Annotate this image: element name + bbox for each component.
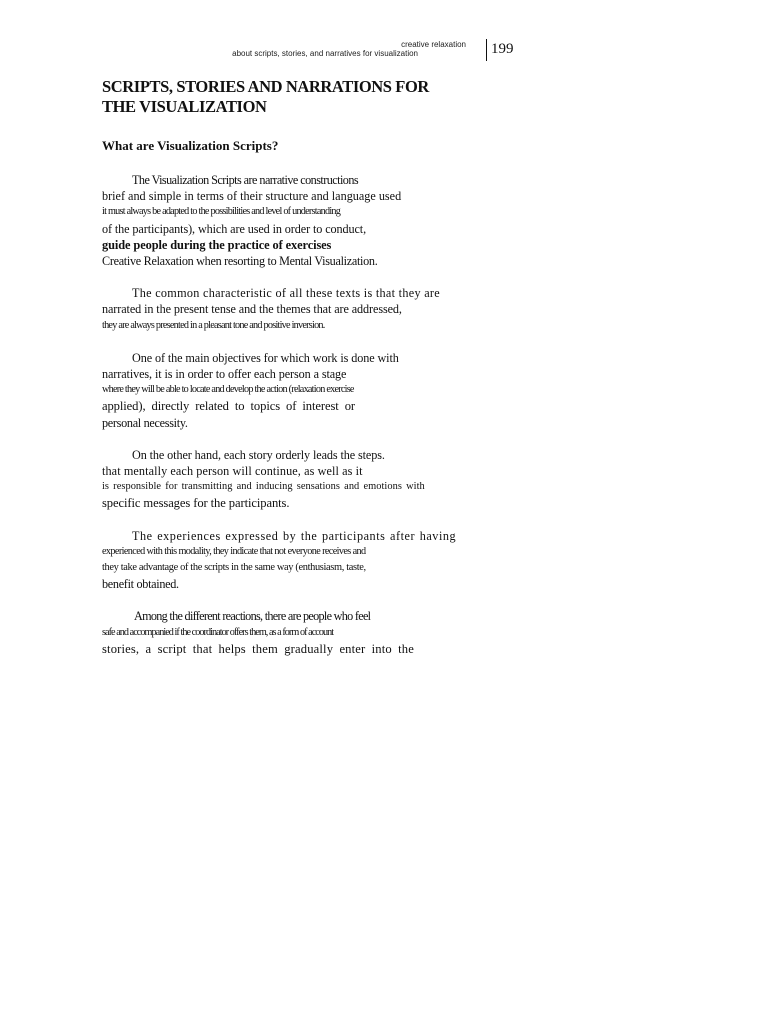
chapter-title-line-1: SCRIPTS, STORIES AND NARRATIONS FOR	[102, 77, 429, 96]
text-line: where they will be able to locate and develop the action (relaxation exercise	[102, 384, 354, 396]
text-line: of the participants), which are used in order to conduct,	[102, 221, 367, 236]
text-line: The experiences expressed by the participants after having	[132, 528, 457, 543]
text-line: they are always presented in a pleasant tone and positive inversion.	[102, 319, 325, 331]
text-line: safe and accompanied if the coordinator offers them, as a form of account	[102, 626, 334, 638]
text-line: On the other hand, each story orderly leads the steps.	[132, 447, 385, 462]
chapter-title-line-2: THE VISUALIZATION	[102, 97, 267, 116]
text-line: experienced with this modality, they indicate that not everyone receives and	[102, 545, 366, 557]
text-line: that mentally each person will continue, as well as it	[102, 464, 363, 479]
text-line: applied), directly related to topics of interest or	[102, 399, 355, 414]
text-line: One of the main objectives for which work is done with	[132, 350, 399, 365]
text-line: stories, a script that helps them gradually enter into the	[102, 641, 414, 656]
body-text	[102, 172, 488, 673]
text-line: personal necessity.	[102, 415, 188, 430]
text-line: brief and simple in terms of their structure and language used	[102, 189, 402, 204]
paragraph-4	[102, 447, 488, 512]
text-line: narratives, it is in order to offer each person a stage	[102, 367, 347, 382]
paragraph-2	[102, 285, 488, 334]
paragraph-5	[102, 528, 488, 593]
page-number: 199	[491, 41, 514, 57]
text-line: it must always be adapted to the possibilities and level of understanding	[102, 206, 341, 218]
paragraph-6	[102, 608, 488, 657]
text-line: The common characteristic of all these texts is that they are	[132, 286, 440, 301]
chapter-title	[102, 77, 482, 117]
section-heading: What are Visualization Scripts?	[102, 138, 279, 153]
text-line: they take advantage of the scripts in the same way (enthusiasm, taste,	[102, 562, 366, 574]
text-line: The Visualization Scripts are narrative constructions	[132, 173, 359, 187]
header-divider	[486, 39, 487, 61]
text-line: guide people during the practice of exercises	[102, 237, 332, 252]
running-head-line-2: about scripts, stories, and narratives for visualization	[232, 49, 418, 58]
text-line: benefit obtained.	[102, 577, 179, 592]
text-line: specific messages for the participants.	[102, 496, 290, 511]
text-line: is responsible for transmitting and inducing sensations and emotions with	[102, 481, 425, 493]
running-head	[200, 40, 466, 58]
running-head-line-1: creative relaxation	[401, 40, 466, 49]
text-line: Among the different reactions, there are people who feel	[134, 609, 371, 624]
paragraph-3	[102, 350, 488, 431]
paragraph-1	[102, 172, 488, 269]
text-line: Creative Relaxation when resorting to Mental Visualization.	[102, 254, 378, 269]
text-line: narrated in the present tense and the themes that are addressed,	[102, 302, 402, 317]
